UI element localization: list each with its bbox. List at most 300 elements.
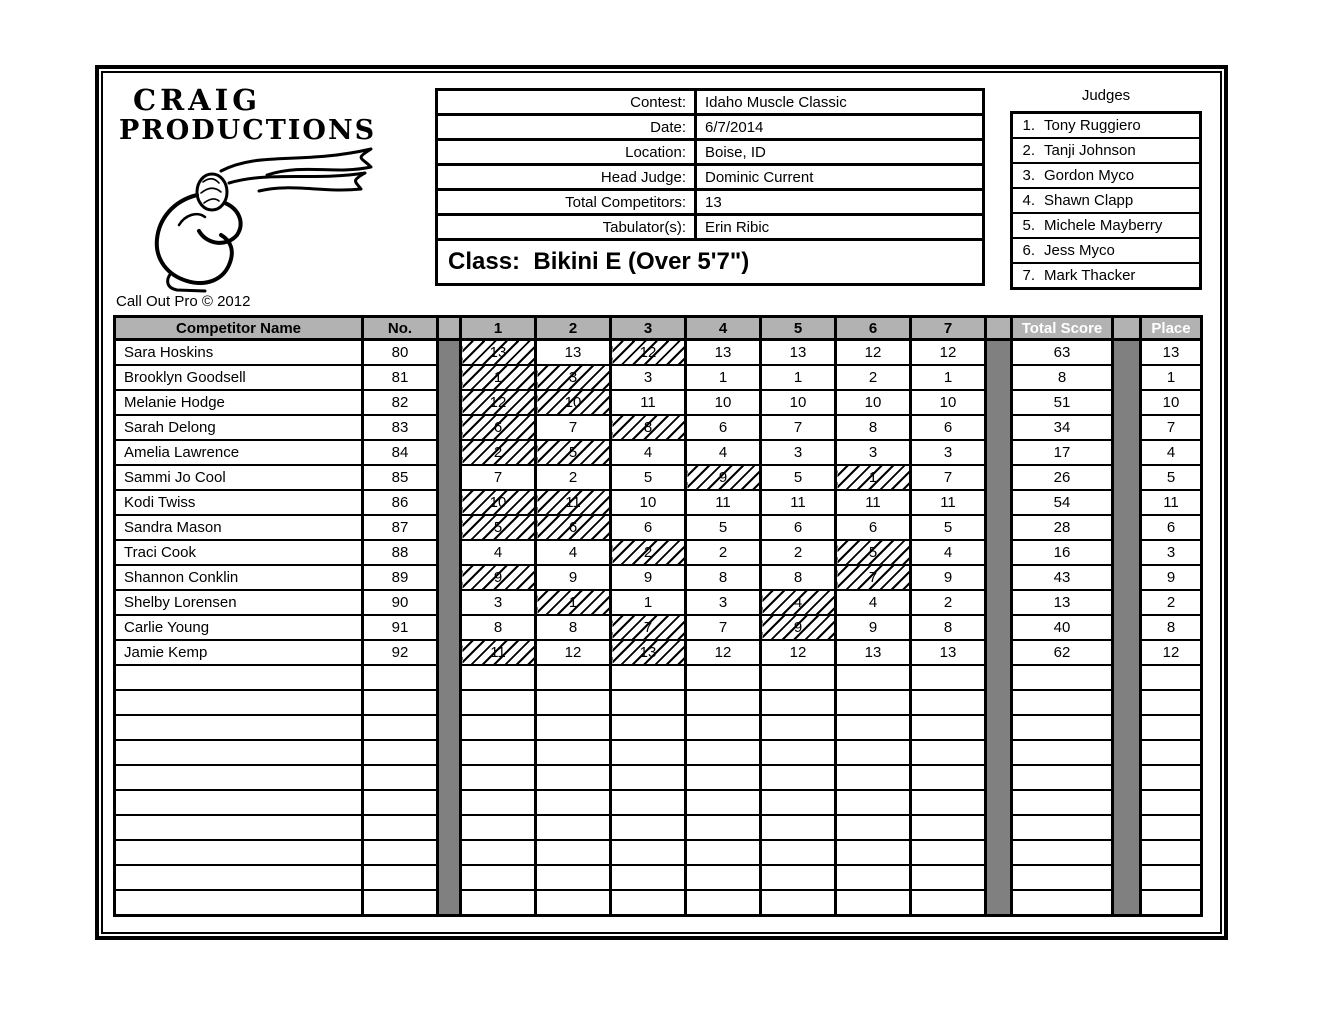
score-cell xyxy=(461,765,536,790)
score-cell: 9 xyxy=(611,565,686,590)
score-cell xyxy=(686,890,761,916)
competitor-name-cell xyxy=(115,840,363,865)
page-frame xyxy=(95,65,1228,940)
place-cell: 3 xyxy=(1141,540,1202,565)
score-cell xyxy=(761,765,836,790)
score-cell: 11 xyxy=(761,490,836,515)
score-cell: 5 xyxy=(536,440,611,465)
judge-row xyxy=(1013,214,1199,239)
place-cell: 2 xyxy=(1141,590,1202,615)
judge-row xyxy=(1013,239,1199,264)
score-cell xyxy=(686,790,761,815)
total-score-cell xyxy=(1012,890,1113,916)
score-cell xyxy=(836,665,911,690)
judge-number-header: 1 xyxy=(461,317,536,340)
total-score-cell xyxy=(1012,765,1113,790)
competitor-name-cell: Shelby Lorensen xyxy=(115,590,363,615)
score-cell xyxy=(836,715,911,740)
place-cell xyxy=(1141,765,1202,790)
score-cell xyxy=(686,765,761,790)
total-score-cell: 54 xyxy=(1012,490,1113,515)
score-cell: 7 xyxy=(686,615,761,640)
score-cell xyxy=(836,740,911,765)
total-score-cell: 40 xyxy=(1012,615,1113,640)
score-cell xyxy=(836,765,911,790)
score-cell xyxy=(836,890,911,916)
score-cell xyxy=(611,815,686,840)
competitor-no-cell: 88 xyxy=(363,540,438,565)
empty-score-row xyxy=(115,840,1202,865)
competitor-name-cell: Sara Hoskins xyxy=(115,340,363,366)
place-cell: 6 xyxy=(1141,515,1202,540)
competitor-name-cell: Carlie Young xyxy=(115,615,363,640)
judge-row xyxy=(1013,164,1199,189)
judge-name: Tanji Johnson xyxy=(1044,142,1136,159)
contest-info-label: Location: xyxy=(437,140,696,165)
score-cell: 6 xyxy=(686,415,761,440)
score-cell: 3 xyxy=(761,440,836,465)
empty-score-row xyxy=(115,790,1202,815)
judge-row xyxy=(1013,189,1199,214)
contest-info-label: Tabulator(s): xyxy=(437,215,696,240)
place-cell: 13 xyxy=(1141,340,1202,366)
score-cell xyxy=(536,765,611,790)
score-cell: 3 xyxy=(836,440,911,465)
score-cell: 5 xyxy=(686,515,761,540)
score-row xyxy=(115,390,1202,415)
score-cell: 5 xyxy=(611,465,686,490)
competitor-name-header: Competitor Name xyxy=(115,317,363,340)
score-cell: 11 xyxy=(536,490,611,515)
score-cell: 2 xyxy=(611,540,686,565)
score-cell: 4 xyxy=(611,440,686,465)
score-cell xyxy=(761,865,836,890)
score-cell xyxy=(686,740,761,765)
score-cell: 13 xyxy=(836,640,911,665)
score-cell xyxy=(611,740,686,765)
judges-title: Judges xyxy=(1081,87,1131,104)
score-row xyxy=(115,590,1202,615)
place-cell xyxy=(1141,890,1202,916)
spacer-band xyxy=(438,340,461,916)
competitor-no-cell xyxy=(363,865,438,890)
place-cell: 4 xyxy=(1141,440,1202,465)
competitor-no-cell: 81 xyxy=(363,365,438,390)
place-cell xyxy=(1141,715,1202,740)
score-cell xyxy=(686,815,761,840)
score-cell xyxy=(761,690,836,715)
total-score-cell xyxy=(1012,790,1113,815)
score-cell xyxy=(536,840,611,865)
score-cell: 12 xyxy=(761,640,836,665)
score-cell: 3 xyxy=(686,590,761,615)
score-cell: 10 xyxy=(686,390,761,415)
score-cell: 2 xyxy=(836,365,911,390)
score-cell xyxy=(761,890,836,916)
class-label: Class: Bikini E (Over 5'7") xyxy=(437,240,984,285)
judge-name: Mark Thacker xyxy=(1044,267,1136,284)
score-cell: 3 xyxy=(611,365,686,390)
empty-score-row xyxy=(115,865,1202,890)
place-cell xyxy=(1141,840,1202,865)
score-cell: 6 xyxy=(911,415,986,440)
competitor-name-cell: Melanie Hodge xyxy=(115,390,363,415)
score-row xyxy=(115,540,1202,565)
competitor-no-cell xyxy=(363,740,438,765)
score-cell: 12 xyxy=(911,340,986,366)
score-cell: 13 xyxy=(911,640,986,665)
contest-info-row xyxy=(437,115,984,140)
total-score-cell: 16 xyxy=(1012,540,1113,565)
judge-number-header: 7 xyxy=(911,317,986,340)
score-cell: 11 xyxy=(461,640,536,665)
competitor-name-cell xyxy=(115,865,363,890)
contest-info-row xyxy=(437,190,984,215)
competitor-no-cell: 92 xyxy=(363,640,438,665)
score-cell: 8 xyxy=(911,615,986,640)
competitor-name-cell xyxy=(115,890,363,916)
total-score-cell: 62 xyxy=(1012,640,1113,665)
score-cell: 2 xyxy=(536,465,611,490)
score-cell xyxy=(536,865,611,890)
competitor-no-cell xyxy=(363,890,438,916)
score-cell xyxy=(686,865,761,890)
score-cell xyxy=(911,840,986,865)
score-cell: 8 xyxy=(461,615,536,640)
score-cell xyxy=(461,840,536,865)
contest-info-label: Head Judge: xyxy=(437,165,696,190)
judge-number-header: 3 xyxy=(611,317,686,340)
score-cell: 11 xyxy=(686,490,761,515)
score-cell xyxy=(611,840,686,865)
empty-score-row xyxy=(115,740,1202,765)
score-cell xyxy=(911,790,986,815)
score-cell: 4 xyxy=(911,540,986,565)
contest-info-row xyxy=(437,215,984,240)
score-cell: 10 xyxy=(911,390,986,415)
judge-row xyxy=(1013,114,1199,139)
score-cell: 1 xyxy=(761,365,836,390)
place-cell xyxy=(1141,815,1202,840)
score-cell xyxy=(536,715,611,740)
score-cell: 10 xyxy=(836,390,911,415)
competitor-no-cell xyxy=(363,840,438,865)
competitor-name-cell: Shannon Conklin xyxy=(115,565,363,590)
competitor-no-cell xyxy=(363,765,438,790)
place-cell: 1 xyxy=(1141,365,1202,390)
score-cell xyxy=(911,665,986,690)
score-cell xyxy=(761,790,836,815)
total-score-cell: 26 xyxy=(1012,465,1113,490)
contest-info-row xyxy=(437,165,984,190)
score-cell: 1 xyxy=(536,590,611,615)
empty-score-row xyxy=(115,890,1202,916)
total-score-cell xyxy=(1012,690,1113,715)
empty-score-row xyxy=(115,715,1202,740)
competitor-no-cell: 87 xyxy=(363,515,438,540)
score-cell: 6 xyxy=(461,415,536,440)
place-cell: 5 xyxy=(1141,465,1202,490)
score-cell xyxy=(461,815,536,840)
competitor-name-cell xyxy=(115,815,363,840)
score-cell xyxy=(611,715,686,740)
total-score-cell xyxy=(1012,665,1113,690)
contest-info-label: Total Competitors: xyxy=(437,190,696,215)
total-score-cell: 43 xyxy=(1012,565,1113,590)
place-cell: 9 xyxy=(1141,565,1202,590)
place-cell: 11 xyxy=(1141,490,1202,515)
score-cell: 12 xyxy=(536,640,611,665)
score-cell xyxy=(611,890,686,916)
competitor-no-cell: 86 xyxy=(363,490,438,515)
score-cell xyxy=(611,790,686,815)
score-cell: 13 xyxy=(761,340,836,366)
score-cell xyxy=(836,865,911,890)
score-cell xyxy=(686,715,761,740)
competitor-no-cell xyxy=(363,715,438,740)
judge-row xyxy=(1013,139,1199,164)
judge-number: 3. xyxy=(1022,167,1035,184)
total-score-cell xyxy=(1012,715,1113,740)
score-cell: 5 xyxy=(461,515,536,540)
score-cell: 6 xyxy=(761,515,836,540)
score-cell: 9 xyxy=(761,615,836,640)
class-row-body xyxy=(437,240,984,285)
score-cell: 7 xyxy=(611,615,686,640)
score-cell: 11 xyxy=(611,390,686,415)
spacer-band xyxy=(1113,340,1141,916)
score-cell xyxy=(461,665,536,690)
score-cell xyxy=(761,840,836,865)
contest-info-value: 13 xyxy=(696,190,984,215)
score-cell xyxy=(836,815,911,840)
contest-info-label: Date: xyxy=(437,115,696,140)
score-cell: 5 xyxy=(761,465,836,490)
competitor-name-cell: Sandra Mason xyxy=(115,515,363,540)
score-cell: 1 xyxy=(461,365,536,390)
score-cell: 10 xyxy=(461,490,536,515)
score-cell: 9 xyxy=(911,565,986,590)
score-cell xyxy=(461,890,536,916)
competitor-name-cell xyxy=(115,715,363,740)
score-cell xyxy=(761,740,836,765)
score-cell: 2 xyxy=(911,590,986,615)
competitor-no-cell: 83 xyxy=(363,415,438,440)
place-header: Place xyxy=(1141,317,1202,340)
logo-text-productions: PRODUCTIONS xyxy=(119,115,377,146)
score-cell: 10 xyxy=(536,390,611,415)
competitor-name-cell: Amelia Lawrence xyxy=(115,440,363,465)
judge-name: Jess Myco xyxy=(1044,242,1115,259)
score-cell: 9 xyxy=(836,615,911,640)
score-cell: 12 xyxy=(836,340,911,366)
score-cell: 7 xyxy=(836,565,911,590)
score-row xyxy=(115,490,1202,515)
contest-info-value: Dominic Current xyxy=(696,165,984,190)
score-cell: 3 xyxy=(461,590,536,615)
judge-number: 7. xyxy=(1022,267,1035,284)
score-cell xyxy=(611,690,686,715)
score-cell: 12 xyxy=(611,340,686,366)
score-cell: 1 xyxy=(686,365,761,390)
place-cell: 7 xyxy=(1141,415,1202,440)
score-row xyxy=(115,465,1202,490)
total-score-cell xyxy=(1012,840,1113,865)
competitor-no-cell: 85 xyxy=(363,465,438,490)
spacer-header-3 xyxy=(1113,317,1141,340)
competitor-no-cell xyxy=(363,815,438,840)
contest-info-row xyxy=(437,140,984,165)
judge-number-header: 5 xyxy=(761,317,836,340)
score-cell: 4 xyxy=(686,440,761,465)
score-cell: 1 xyxy=(611,590,686,615)
score-cell: 7 xyxy=(536,415,611,440)
score-cell: 6 xyxy=(536,515,611,540)
competitor-name-cell xyxy=(115,765,363,790)
place-cell xyxy=(1141,790,1202,815)
place-cell xyxy=(1141,665,1202,690)
score-row xyxy=(115,340,1202,366)
score-row xyxy=(115,415,1202,440)
judge-name: Tony Ruggiero xyxy=(1044,117,1141,134)
score-cell xyxy=(536,790,611,815)
score-row xyxy=(115,565,1202,590)
score-cell: 2 xyxy=(461,440,536,465)
score-cell: 8 xyxy=(761,565,836,590)
score-cell: 11 xyxy=(836,490,911,515)
score-cell: 8 xyxy=(686,565,761,590)
score-cell xyxy=(536,890,611,916)
score-cell: 9 xyxy=(536,565,611,590)
judge-name: Shawn Clapp xyxy=(1044,192,1134,209)
score-cell: 2 xyxy=(761,540,836,565)
total-score-cell xyxy=(1012,865,1113,890)
score-cell: 3 xyxy=(536,365,611,390)
spacer-header-2 xyxy=(986,317,1012,340)
competitor-name-cell: Kodi Twiss xyxy=(115,490,363,515)
score-cell xyxy=(911,815,986,840)
total-score-cell: 63 xyxy=(1012,340,1113,366)
score-header-row xyxy=(115,317,1202,340)
score-cell: 13 xyxy=(461,340,536,366)
score-cell xyxy=(536,815,611,840)
score-cell: 7 xyxy=(461,465,536,490)
contest-info-value: Idaho Muscle Classic xyxy=(696,90,984,115)
competitor-no-cell xyxy=(363,690,438,715)
competitor-name-cell xyxy=(115,790,363,815)
total-score-cell: 34 xyxy=(1012,415,1113,440)
place-cell xyxy=(1141,865,1202,890)
score-cell: 6 xyxy=(611,515,686,540)
score-cell xyxy=(911,715,986,740)
score-cell xyxy=(761,715,836,740)
class-row xyxy=(437,240,984,285)
contest-info-row xyxy=(437,90,984,115)
competitor-name-cell: Sammi Jo Cool xyxy=(115,465,363,490)
score-cell xyxy=(461,865,536,890)
score-table xyxy=(113,315,1203,917)
contest-info-body xyxy=(437,90,984,240)
score-cell xyxy=(461,715,536,740)
score-cell xyxy=(461,790,536,815)
judge-number: 6. xyxy=(1022,242,1035,259)
score-cell: 13 xyxy=(536,340,611,366)
score-row xyxy=(115,640,1202,665)
judge-name: Gordon Myco xyxy=(1044,167,1135,184)
judges-list xyxy=(1010,111,1202,290)
score-cell: 5 xyxy=(911,515,986,540)
score-cell: 10 xyxy=(611,490,686,515)
score-cell xyxy=(686,690,761,715)
score-cell: 2 xyxy=(686,540,761,565)
muscleman-logo-icon xyxy=(109,135,379,295)
score-cell: 13 xyxy=(611,640,686,665)
competitor-name-cell xyxy=(115,690,363,715)
score-cell: 4 xyxy=(836,590,911,615)
score-cell xyxy=(836,790,911,815)
judge-name: Michele Mayberry xyxy=(1044,217,1163,234)
competitor-no-cell xyxy=(363,790,438,815)
score-cell: 7 xyxy=(761,415,836,440)
score-cell: 8 xyxy=(611,415,686,440)
score-cell xyxy=(911,690,986,715)
copyright-text: Call Out Pro © 2012 xyxy=(116,293,251,310)
total-score-header: Total Score xyxy=(1012,317,1113,340)
total-score-cell: 17 xyxy=(1012,440,1113,465)
score-cell: 3 xyxy=(911,440,986,465)
judge-number-header: 6 xyxy=(836,317,911,340)
score-cell xyxy=(911,890,986,916)
competitor-no-cell: 90 xyxy=(363,590,438,615)
competitor-name-cell: Traci Cook xyxy=(115,540,363,565)
place-cell xyxy=(1141,690,1202,715)
score-table-body xyxy=(115,340,1202,916)
contest-info-value: Erin Ribic xyxy=(696,215,984,240)
score-cell xyxy=(911,865,986,890)
score-cell xyxy=(611,765,686,790)
score-cell: 11 xyxy=(911,490,986,515)
competitor-name-cell xyxy=(115,740,363,765)
score-cell: 8 xyxy=(836,415,911,440)
score-row xyxy=(115,515,1202,540)
score-cell: 6 xyxy=(836,515,911,540)
no-header: No. xyxy=(363,317,438,340)
empty-score-row xyxy=(115,665,1202,690)
score-cell xyxy=(686,665,761,690)
score-cell xyxy=(686,840,761,865)
total-score-cell: 8 xyxy=(1012,365,1113,390)
judge-number-header: 2 xyxy=(536,317,611,340)
score-cell: 5 xyxy=(836,540,911,565)
competitor-no-cell: 84 xyxy=(363,440,438,465)
spacer-band xyxy=(986,340,1012,916)
competitor-no-cell: 80 xyxy=(363,340,438,366)
place-cell: 8 xyxy=(1141,615,1202,640)
empty-score-row xyxy=(115,765,1202,790)
score-cell: 13 xyxy=(686,340,761,366)
score-cell xyxy=(611,865,686,890)
score-cell xyxy=(536,665,611,690)
score-cell: 12 xyxy=(461,390,536,415)
total-score-cell xyxy=(1012,815,1113,840)
total-score-cell xyxy=(1012,740,1113,765)
judge-number: 4. xyxy=(1022,192,1035,209)
score-cell xyxy=(611,665,686,690)
competitor-name-cell: Brooklyn Goodsell xyxy=(115,365,363,390)
score-cell: 7 xyxy=(911,465,986,490)
score-cell xyxy=(761,815,836,840)
judge-number: 1. xyxy=(1022,117,1035,134)
